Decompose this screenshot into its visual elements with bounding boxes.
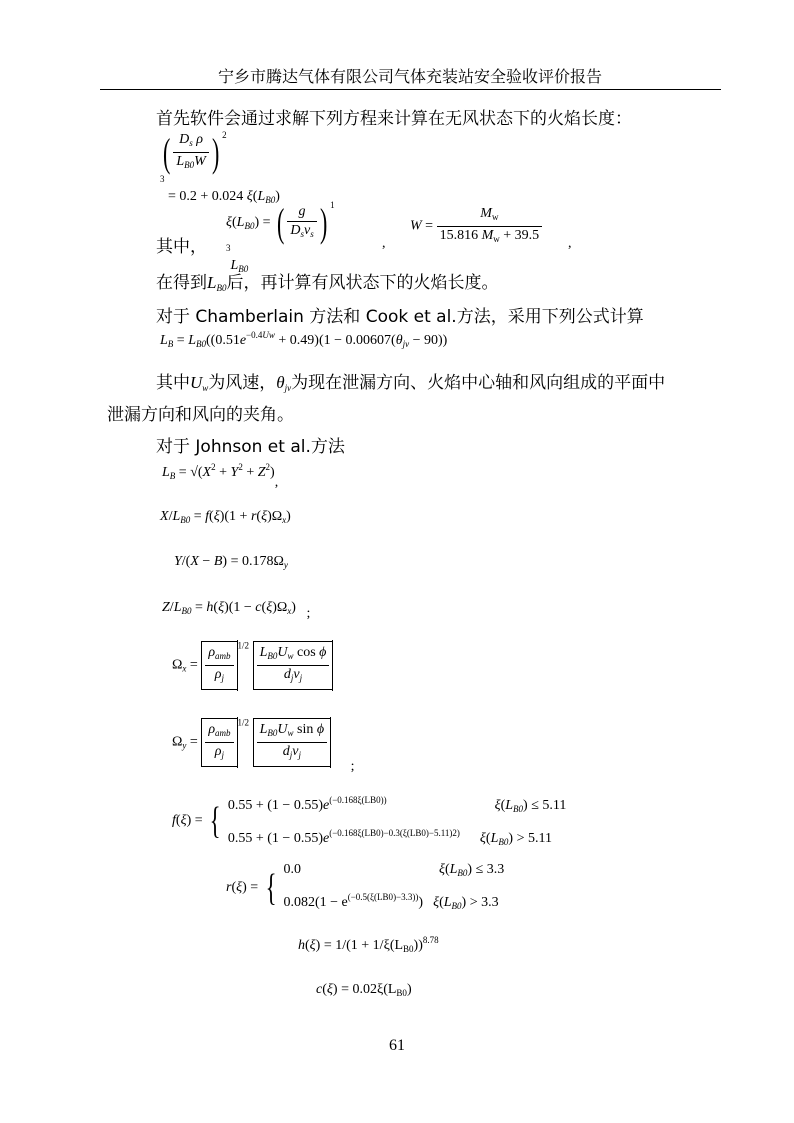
p5-b: 为风速， bbox=[208, 373, 277, 393]
w-den-b: + 39.5 bbox=[503, 228, 540, 243]
r-case-1: 0.0 $\xi(L_{B0}) \le 3.3$ bbox=[283, 862, 505, 878]
equation-r-piecewise: r(ξ) = { 0.0 $\xi(L_{B0}) \le 3.3$ $0.082(1 - e^{(-0.5(\xi(LB0)-3.3))})$ $\xi(L_{B0}) > 3.3$ bbox=[226, 858, 504, 918]
header-rule bbox=[100, 89, 721, 90]
p3-b: 后，再计算有风状态下的火焰长度。 bbox=[226, 273, 499, 293]
f-case-2: $0.55 + (1 - 0.55)e^{(-0.168\xi(LB0)-0.3(\xi(LB0)-5.11)2)}$ $\xi(L_{B0}) > 5.11$ bbox=[227, 828, 552, 847]
equation-omega-y: $\Omega_y$ = $\frac{\rho_{amb}}{\rho_j}$ $^{1/2}$ $\frac{L_{B0}U_w \sin \phi}{d_j\nu_j}$ ; bbox=[172, 717, 355, 774]
paragraph-where: 其中， bbox=[156, 237, 207, 257]
equation-c: $c(\xi) = 0.02\xi(L_{B0})$ bbox=[316, 982, 412, 998]
equation-f-piecewise: f(ξ) = { $0.55 + (1 - 0.55)e^{(-0.168\xi(LB0))}$ $\xi(L_{B0}) \le 5.11$ $0.55 + (1 - 0.55)e^{(-0.168\xi(LB0)-0.3(\xi(LB0)-5.11)2)}$ $\xi(L_{B0}) > 5.11$ bbox=[172, 788, 566, 854]
equation-flame-length-nowind: ( $\frac{D_s \rho}{L_{B0}W}$ ) $^{2 3}$ = 0.2 + 0.024 $\xi(L_{B0})$ bbox=[160, 129, 280, 206]
p5-c: 为现在泄漏方向、火焰中心轴和风向组成的平面中 bbox=[291, 373, 666, 393]
paragraph-wind-speed: 其中$U_w$为风速，$\theta_{jv}$为现在泄漏方向、火焰中心轴和风向组成的平面中 bbox=[156, 373, 666, 393]
eq6-rhs: = 0.178 bbox=[230, 554, 274, 569]
page-number: 61 bbox=[389, 1037, 405, 1054]
p5-a: 其中 bbox=[156, 373, 190, 393]
running-header: 宁乡市腾达气体有限公司气体充装站安全验收评价报告 bbox=[217, 67, 602, 86]
paragraph-intro: 首先软件会通过求解下列方程来计算在无风状态下的火焰长度： bbox=[156, 109, 632, 129]
r-case-2: $0.082(1 - e^{(-0.5(\xi(LB0)-3.3))})$ $\xi(L_{B0}) > 3.3$ bbox=[283, 892, 499, 911]
eq1-rhs: = 0.2 + 0.024 bbox=[168, 189, 244, 205]
equation-xi: $\xi(L_{B0})$ = ( $\frac{g}{D_s\nu_s}$ ) $^{1 3}L_{B0}$ bbox=[226, 199, 335, 274]
comma-1: , bbox=[382, 236, 386, 251]
p3-a: 在得到 bbox=[156, 273, 207, 293]
equation-omega-x: $\Omega_x$ = $\frac{\rho_{amb}}{\rho_j}$ $^{1/2}$ $\frac{L_{B0}U_w \cos \phi}{d_j\nu_j}$ bbox=[172, 640, 333, 691]
paragraph-angle: 泄漏方向和风向的夹角。 bbox=[107, 405, 294, 425]
equation-z: $Z/L_{B0} = h(\xi)(1 - c(\xi)\Omega_x)$ ; bbox=[162, 600, 311, 621]
comma-2: , bbox=[568, 236, 572, 251]
equation-h: $h(\xi) = 1/(1 + 1/\xi(L_{B0}))^{8.78}$ bbox=[298, 935, 439, 954]
paragraph-chamberlain: 对于 Chamberlain 方法和 Cook et al.方法，采用下列公式计算 bbox=[156, 307, 644, 327]
f-case-1: $0.55 + (1 - 0.55)e^{(-0.168\xi(LB0))}$ $\xi(L_{B0}) \le 5.11$ bbox=[227, 795, 567, 814]
equation-lb-wind: $L_B = L_{B0}((0.51e^{-0.4Uw} + 0.49)(1 - 0.00607(\theta_{jv} - 90))$ bbox=[160, 330, 448, 349]
equation-y: $Y/(X - B) = 0.178\Omega_y$ bbox=[174, 554, 288, 570]
paragraph-johnson: 对于 Johnson et al.方法 bbox=[156, 437, 345, 457]
paragraph-after-lb0: 在得到$L_{B0}$后，再计算有风状态下的火焰长度。 bbox=[156, 273, 499, 293]
w-den-a: 15.816 bbox=[439, 228, 479, 243]
equation-lb-sqrt: $L_B = √(X^2 + Y^2 + Z^2)$, bbox=[162, 462, 279, 490]
equation-W: W = $\frac{M_w}{15.816 M_w + 39.5}$ bbox=[410, 205, 542, 248]
equation-x: $X/L_{B0} = f(\xi)(1 + r(\xi)\Omega_x)$ bbox=[160, 509, 291, 525]
